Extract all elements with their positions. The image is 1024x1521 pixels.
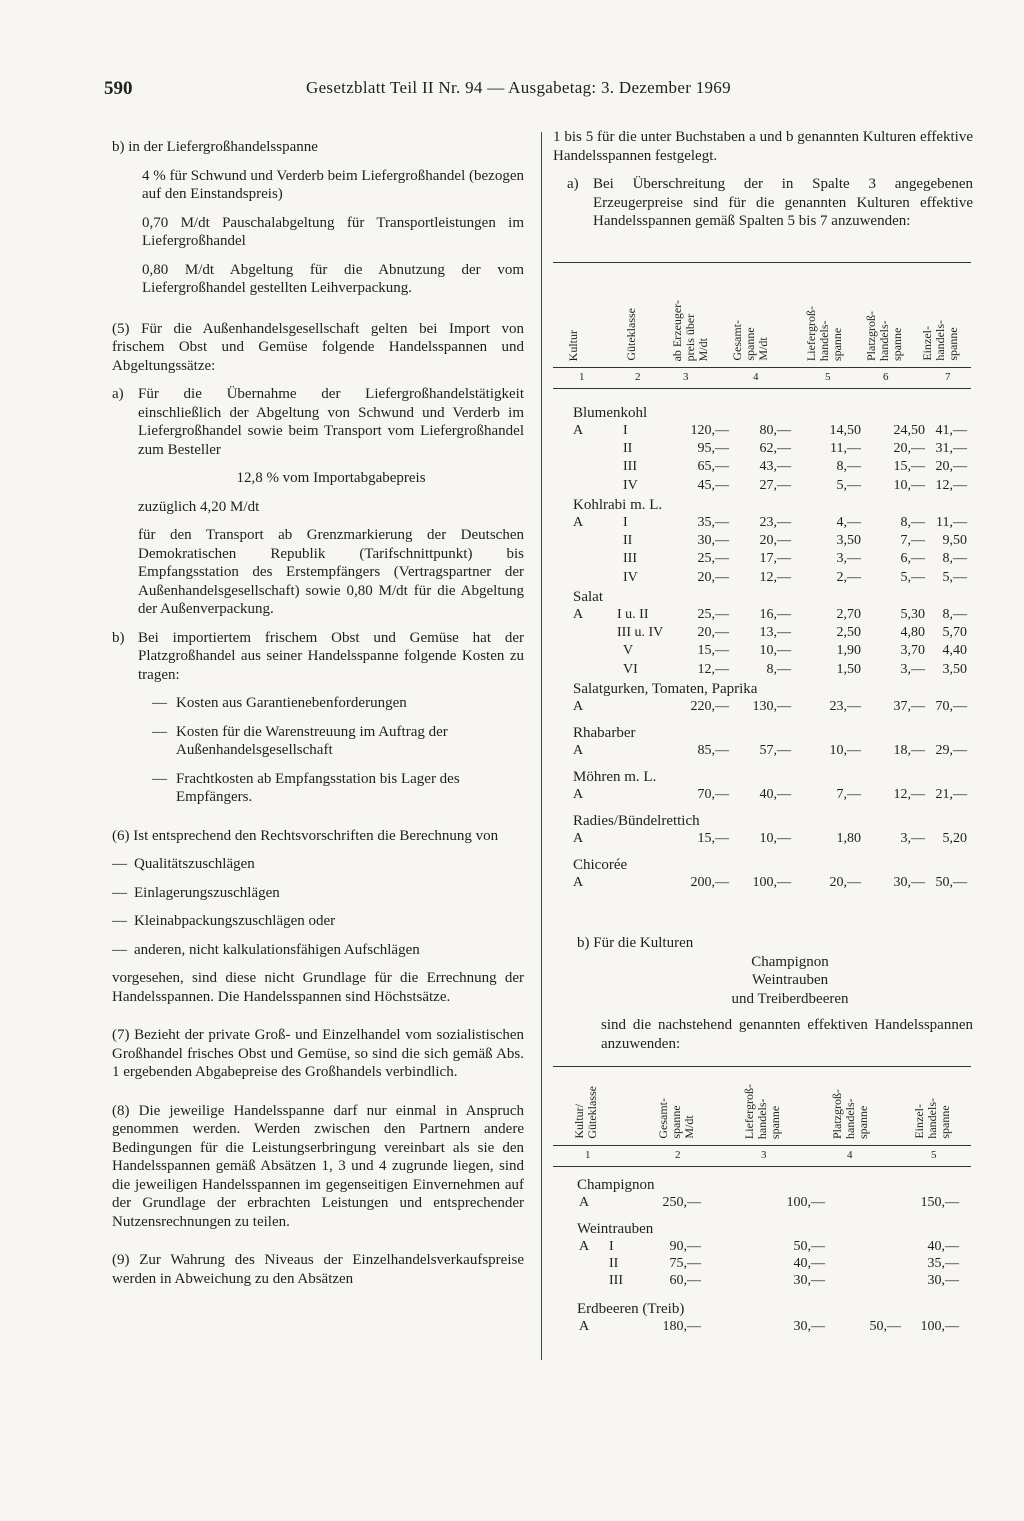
table-body (553, 1167, 971, 1347)
grade-class: III (609, 1273, 623, 1288)
group-name: Champignon (577, 1177, 655, 1193)
row-label: A (573, 787, 584, 802)
table-cell: 11,— (830, 441, 861, 457)
column-number: 2 (675, 1149, 681, 1161)
table-cell: 4,— (836, 515, 861, 530)
column-number: 5 (931, 1149, 937, 1161)
group-name: Erdbeeren (Treib) (577, 1301, 685, 1317)
table-cell: 1,50 (836, 661, 861, 677)
table-cell: 5,— (942, 569, 967, 585)
rate-item: 0,70 M/dt Pauschalabgeltung für Transportleistungen im Liefergroßhandel (142, 214, 524, 249)
column-divider (541, 132, 542, 1360)
column-header: Gesamt- spanne M/dt (730, 320, 770, 361)
table-cell: 10,— (759, 643, 791, 659)
row-label: A (573, 743, 584, 758)
column-number: 1 (585, 1149, 591, 1161)
row-label: A (573, 423, 584, 438)
table-cell: 100,— (752, 875, 791, 890)
column-numbers (553, 1146, 971, 1166)
table-header (553, 263, 971, 367)
table-cell: 200,— (690, 875, 729, 890)
table-cell: 20,— (829, 875, 861, 890)
list-item: — anderen, nicht kalkulationsfähigen Aufschlägen (112, 941, 420, 958)
column-number: 4 (847, 1149, 853, 1161)
column-header: Einzel- handels- spanne (912, 1098, 952, 1139)
list-item: — Kosten für die Warenstreuung im Auftrag der Außenhandelsgesellschaft (152, 723, 448, 758)
table-cell: 3,50 (942, 661, 967, 677)
table-cell: 95,— (697, 441, 729, 457)
table-cell: 30,— (927, 1273, 959, 1288)
table-cell: 12,— (697, 661, 729, 677)
table-cell: 1,90 (836, 643, 861, 659)
paragraph-6-end: vorgesehen, sind diese nicht Grundlage für die Errechnung der Handelsspannen. Die Handelsspannen sind Höchstsätze. (112, 970, 524, 1005)
right-b-block: b) Für die Kulturen Champignon Weintrauben und Treiberdbeeren sind die nachstehend genannten effektiven Handelsspannen anzuwenden: (577, 935, 973, 1052)
column-header: Platzgroß- handels- spanne (864, 311, 904, 361)
table-cell: 35,— (927, 1256, 959, 1271)
table-cell: 90,— (669, 1239, 701, 1254)
table-cell: 4,80 (900, 625, 925, 641)
margin-table-a (553, 262, 971, 909)
right-intro: 1 bis 5 für die unter Buchstaben a und b genannten Kulturen effektive Handelsspannen festgelegt. (553, 129, 973, 164)
table-cell: 12,— (893, 787, 925, 802)
table-cell: 50,— (869, 1319, 901, 1334)
left-column (112, 138, 524, 1298)
table-cell: 43,— (759, 459, 791, 475)
table-cell: 60,— (669, 1273, 701, 1288)
table-cell: 20,— (697, 569, 729, 585)
page-number: 590 (104, 78, 133, 99)
table-cell: 2,50 (836, 625, 861, 641)
table-cell: 70,— (697, 787, 729, 802)
column-header: Kultur (566, 329, 580, 361)
row-label: A (573, 875, 584, 890)
column-header: Güteklasse (624, 308, 638, 361)
grade-class: II (609, 1256, 619, 1271)
table-cell: 7,— (900, 533, 925, 549)
rate-surcharge: zuzüglich 4,20 M/dt (138, 498, 260, 515)
table-cell: 45,— (697, 477, 729, 493)
row-label: A (573, 607, 584, 622)
grade-class: V (623, 643, 634, 659)
table-cell: 41,— (935, 423, 967, 438)
table-cell: 16,— (759, 607, 791, 622)
column-header: Gesamt- spanne M/dt (656, 1098, 696, 1139)
table-cell: 15,— (697, 831, 729, 846)
table-cell: 40,— (793, 1256, 825, 1271)
right-a: a) Bei Überschreitung der in Spalte 3 angegebenen Erzeugerpreise sind für die genannten Kulturen effektive Handelsspannen gemäß Spalten 5 bis 7 anzuwenden: (567, 176, 973, 229)
table-cell: 20,— (759, 533, 791, 549)
list-item: — Kleinabpackungszuschlägen oder (112, 913, 336, 929)
table-cell: 6,— (900, 551, 925, 567)
grade-class: I u. II (617, 607, 649, 622)
list-item: — Qualitätszuschlägen (112, 856, 255, 872)
table-cell: 20,— (697, 625, 729, 641)
column-number: 3 (683, 371, 689, 383)
group-name: Weintrauben (577, 1221, 654, 1237)
column-number: 2 (635, 371, 641, 383)
table-cell: 50,— (935, 875, 967, 890)
table-cell: 5,70 (942, 625, 967, 641)
table-cell: 23,— (829, 699, 861, 714)
table-cell: 35,— (697, 515, 729, 530)
rate-item: 0,80 M/dt Abgeltung für die Abnutzung der vom Liefergroßhandel gestellten Leihverpackung. (142, 261, 524, 296)
table-cell: 10,— (893, 477, 925, 493)
column-header: Liefergroß- handels- spanne (742, 1083, 782, 1139)
table-cell: 150,— (920, 1195, 959, 1210)
subsection-b-title: in der Liefergroßhandelsspanne (128, 139, 318, 155)
column-number: 3 (761, 1149, 767, 1161)
table-cell: 17,— (759, 551, 791, 567)
table-cell: 10,— (829, 743, 861, 758)
rate-item: 4 % für Schwund und Verderb beim Liefergroßhandel (bezogen auf den Einstandspreis) (142, 167, 524, 202)
table-cell: 20,— (935, 459, 967, 475)
table-cell: 40,— (927, 1239, 959, 1254)
group-name: Blumenkohl (573, 405, 648, 421)
table-cell: 3,— (900, 831, 925, 846)
table-cell: 8,— (766, 661, 791, 677)
column-header: Platzgroß- handels- spanne (830, 1089, 870, 1139)
grade-class: II (623, 533, 633, 549)
table-cell: 29,— (935, 743, 967, 758)
paragraph-6: (6) Ist entsprechend den Rechtsvorschriften die Berechnung von (112, 827, 499, 844)
list-item: — Kosten aus Garantienebenforderungen (152, 695, 407, 711)
group-name: Salatgurken, Tomaten, Paprika (573, 681, 758, 697)
table-cell: 12,— (935, 477, 967, 493)
table-cell: 5,— (900, 569, 925, 585)
table-cell: 100,— (786, 1195, 825, 1210)
table-cell: 180,— (662, 1319, 701, 1334)
page-title: Gesetzblatt Teil II Nr. 94 — Ausgabetag: 3. Dezember 1969 (306, 78, 731, 97)
row-label: A (579, 1195, 590, 1210)
paragraph-5a: a) Für die Übernahme der Liefergroßhandelstätigkeit einschließlich der Abgeltung von Schwund und Verderb im Liefergroßhandel sowie beim Transport vom Liefergroßhandel zum Besteller (112, 386, 524, 458)
table-cell: 62,— (759, 441, 791, 457)
table-cell: 65,— (697, 459, 729, 475)
table-cell: 8,— (900, 515, 925, 530)
table-cell: 27,— (759, 477, 791, 493)
column-number: 4 (753, 371, 759, 383)
margin-table-b (553, 1066, 971, 1347)
grade-class: I (623, 423, 628, 438)
group-name: Rhabarber (573, 725, 636, 741)
column-header: Liefergroß- handels- spanne (804, 305, 844, 361)
table-cell: 1,80 (836, 831, 861, 846)
paragraph-8: (8) Die jeweilige Handelsspanne darf nur einmal in Anspruch genommen werden. Werden zwischen den Partnern andere Bedingungen für die Leistungserbringung vereinbart als sie den Handelsspannen gemäß Absätzen 1, 3 und 4 zugrunde liegen, sind die jeweiligen Handelsspannen im gegenseitigen Einvernehmen auf der Grundlage der erbrachten Leistungen und entsprechender Nutzensrechnungen zu teilen. (112, 1102, 524, 1230)
grade-class: III (623, 459, 637, 475)
table-cell: 2,70 (836, 607, 861, 622)
column-header: Kultur/ Güteklasse (572, 1086, 599, 1139)
table-cell: 12,— (759, 569, 791, 585)
grade-class: II (623, 441, 633, 457)
column-number: 5 (825, 371, 831, 383)
group-name: Salat (573, 589, 603, 605)
table-cell: 15,— (893, 459, 925, 475)
column-number: 1 (579, 371, 585, 383)
list-item: — Einlagerungszuschlägen (112, 884, 280, 901)
table-cell: 25,— (697, 607, 729, 622)
table-cell: 80,— (759, 423, 791, 438)
grade-class: IV (623, 477, 638, 493)
row-label: A (579, 1239, 590, 1254)
table-cell: 13,— (759, 625, 791, 641)
grade-class: IV (623, 569, 638, 585)
paragraph-7: (7) Bezieht der private Groß- und Einzelhandel vom sozialistischen Großhandel frisches Obst und Gemüse, so sind die sich gemäß Abs. 1 ergebenden Abgabepreise des Großhandels verbindlich. (112, 1027, 524, 1080)
table-cell: 75,— (669, 1256, 701, 1271)
table-cell: 57,— (759, 743, 791, 758)
table-cell: 7,— (836, 787, 861, 802)
table-cell: 220,— (690, 699, 729, 714)
table-cell: 120,— (690, 423, 729, 438)
table-cell: 5,20 (942, 831, 967, 846)
grade-class: III (623, 551, 637, 567)
grade-class: I (609, 1239, 614, 1254)
table-cell: 3,— (900, 661, 925, 677)
table-cell: 8,— (942, 607, 967, 622)
group-name: Chicorée (573, 857, 628, 873)
culture-name: Champignon (751, 953, 829, 970)
table-cell: 3,50 (836, 533, 861, 549)
table-cell: 130,— (752, 699, 791, 714)
right-b-after: sind die nachstehend genannten effektiven Handelsspannen anzuwenden: (601, 1017, 973, 1052)
table-cell: 10,— (759, 831, 791, 846)
table-cell: 70,— (935, 699, 967, 714)
row-label: A (573, 699, 584, 714)
column-header: Einzel- handels- spanne (920, 320, 960, 361)
table-cell: 8,— (942, 551, 967, 567)
table-cell: 50,— (793, 1239, 825, 1254)
table-cell: 30,— (893, 875, 925, 890)
table-cell: 9,50 (942, 533, 967, 549)
right-column (553, 128, 973, 241)
subsection-b-heading: b) in der Liefergroßhandelsspanne (112, 139, 318, 155)
table-body (553, 389, 971, 909)
table-cell: 20,— (893, 441, 925, 457)
table-cell: 85,— (697, 743, 729, 758)
table-cell: 5,30 (900, 607, 925, 622)
table-cell: 3,— (836, 551, 861, 567)
table-cell: 8,— (836, 459, 861, 475)
table-cell: 2,— (836, 569, 861, 585)
grade-class: III u. IV (617, 625, 664, 641)
table-cell: 250,— (662, 1195, 701, 1210)
table-cell: 14,50 (829, 423, 861, 438)
table-cell: 15,— (697, 643, 729, 659)
table-cell: 100,— (920, 1319, 959, 1334)
row-label: A (579, 1319, 590, 1334)
group-name: Radies/Bündelrettich (573, 813, 700, 829)
table-cell: 5,— (836, 477, 861, 493)
paragraph-9: (9) Zur Wahrung des Niveaus der Einzelhandelsverkaufspreise werden in Abweichung zu den Absätzen (112, 1252, 524, 1287)
table-cell: 21,— (935, 787, 967, 802)
group-name: Möhren m. L. (573, 769, 657, 785)
row-label: A (573, 515, 584, 530)
column-number: 7 (945, 371, 951, 383)
row-label: A (573, 831, 584, 846)
paragraph-5b: b) Bei importiertem frischem Obst und Gemüse hat der Platzgroßhandel aus seiner Handelsspanne folgende Kosten zu tragen: (112, 629, 524, 683)
paragraph-5: (5) Für die Außenhandelsgesellschaft gelten bei Import von frischem Obst und Gemüse folgende Handelsspannen und Abgeltungssätze: (112, 320, 524, 374)
group-name: Kohlrabi m. L. (573, 497, 663, 513)
table-cell: 40,— (759, 787, 791, 802)
table-cell: 11,— (936, 515, 967, 530)
grade-class: I (623, 515, 628, 530)
column-header: ab Erzeuger- preis über M/dt (670, 299, 710, 361)
table-cell: 4,40 (942, 643, 967, 659)
table-cell: 37,— (893, 699, 925, 714)
table-cell: 30,— (793, 1273, 825, 1288)
column-numbers (553, 368, 971, 388)
list-item: — Frachtkosten ab Empfangsstation bis Lager des Empfängers. (152, 770, 460, 805)
table-cell: 24,50 (893, 423, 925, 438)
paragraph-5a-rest: für den Transport ab Grenzmarkierung der Deutschen Demokratischen Republik (Tarifschnittpunkt) bis Empfangsstation des Erstempfängers (Vertragspartner der Außenhandelsgesellschaft) sowie 0,80 M/dt für die Abgeltung der Außenverpackung. (138, 527, 524, 617)
table-header (553, 1067, 971, 1145)
grade-class: VI (623, 661, 638, 677)
table-cell: 31,— (935, 441, 967, 457)
culture-name: und Treiberdbeeren (731, 990, 849, 1007)
table-cell: 23,— (759, 515, 791, 530)
table-cell: 18,— (893, 743, 925, 758)
table-cell: 30,— (793, 1319, 825, 1334)
page-header (104, 78, 784, 108)
column-number: 6 (883, 371, 889, 383)
culture-name: Weintrauben (751, 972, 829, 988)
table-cell: 30,— (697, 533, 729, 549)
table-cell: 3,70 (900, 643, 925, 659)
rate-import: 12,8 % vom Importabgabepreis (236, 470, 426, 486)
table-cell: 25,— (697, 551, 729, 567)
